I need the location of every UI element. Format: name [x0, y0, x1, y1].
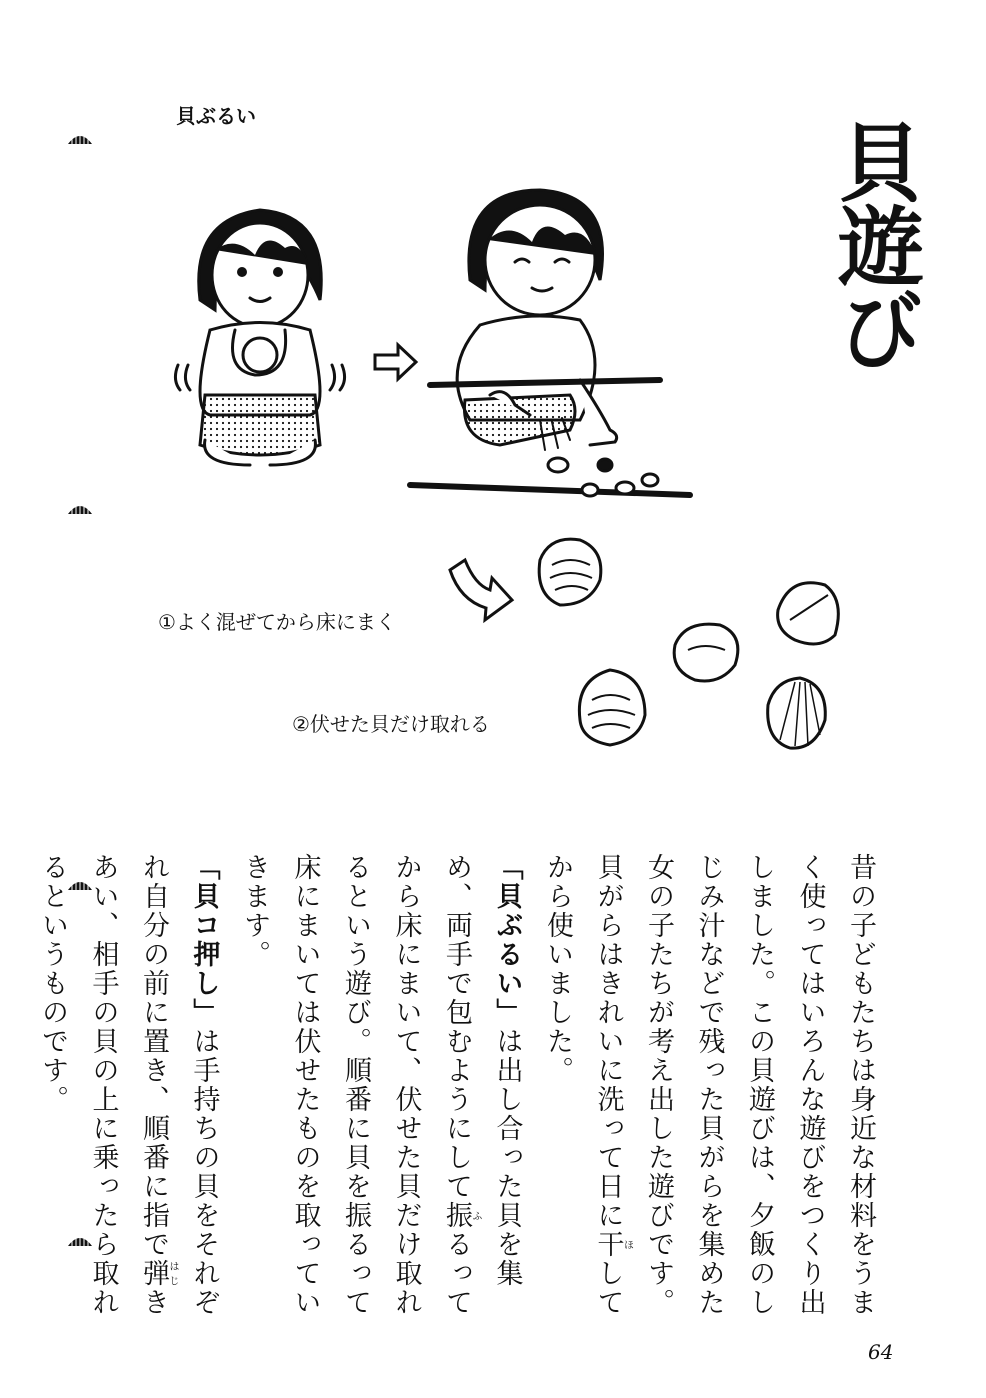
- step-2-caption: ②伏せた貝だけ取れる: [292, 712, 490, 736]
- paragraph-2: 「貝ぶるい」は出し合った貝を集め、両手で包むようにして振ふるってから床にまいて、伏せた貝だけ取れるという遊び。順番に貝を振るって床にまいては伏せたものを取っていきます。: [239, 853, 523, 1317]
- step-1-caption: ①よく混ぜてから床にまく: [158, 610, 396, 634]
- binder-hole-icon: [66, 500, 94, 516]
- ruby-haji: 弾はじ: [138, 1259, 178, 1288]
- binder-hole-icon: [66, 130, 94, 146]
- shell-icon: [579, 670, 645, 745]
- ruby-hoshi: 干ほ: [592, 1230, 633, 1259]
- paragraph-3: 「貝コ押し」は手持ちの貝をそれぞれ自分の前に置き、順番に指で弾はじきあい、相手の貝の上に乗ったら取れるというものです。: [37, 853, 220, 1317]
- paragraph-1: 昔の子どもたちは身近な材料をうまく使ってはいろんな遊びをつくり出しました。この貝遊びは、夕飯のしじみ汁などで残った貝がらを集めた女の子たちが考え出した遊びです。貝がらはきれいに洗って日に干ほしてから使いました。: [542, 853, 876, 1317]
- shell-icon: [768, 678, 826, 748]
- illustration-heading: 貝ぶるい: [176, 104, 256, 128]
- body-text: [37, 826, 885, 1326]
- girl-scattering-shells: [410, 190, 690, 496]
- girl-shaking-shells: [175, 210, 344, 465]
- page-number: 64: [868, 1340, 894, 1364]
- shell-icon: [674, 624, 738, 681]
- illustration: [160, 180, 880, 770]
- ruby-furu: 振ふ: [441, 1201, 481, 1230]
- arrow-curve-down-icon: [450, 560, 512, 620]
- shell-icon: [778, 583, 839, 644]
- arrow-right-icon: [375, 345, 416, 379]
- page-title: 貝遊び: [823, 118, 923, 370]
- shell-icon: [539, 539, 601, 605]
